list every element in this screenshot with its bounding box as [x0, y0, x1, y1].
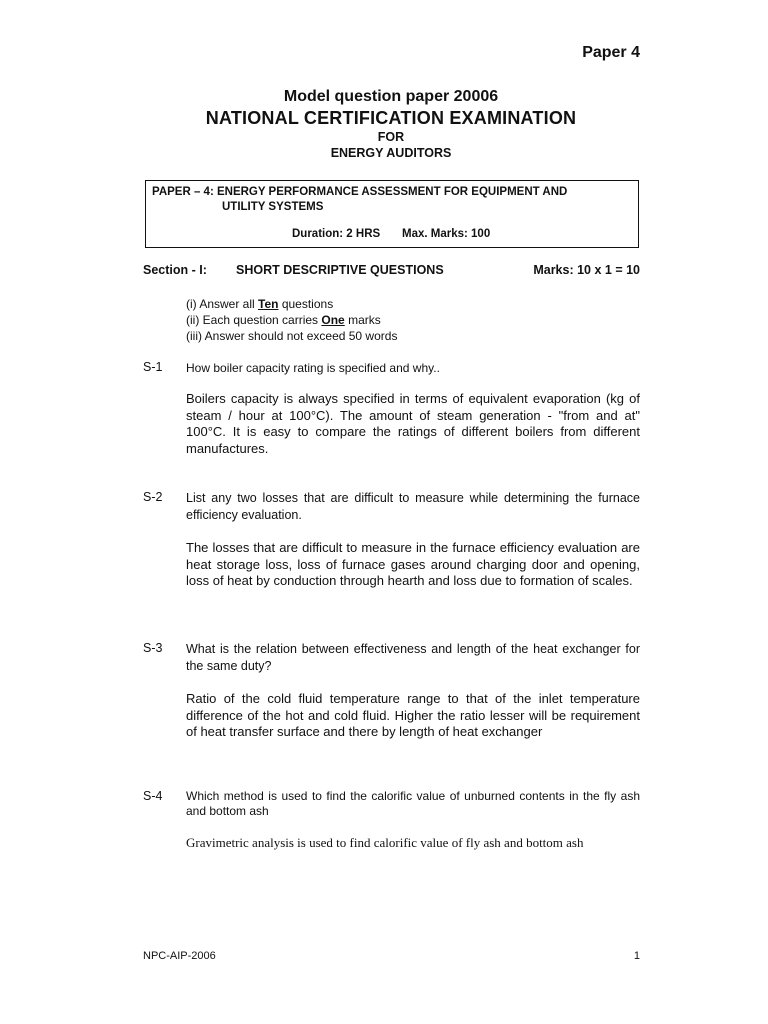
section-marks: Marks: 10 x 1 = 10 [533, 263, 640, 277]
page-number: 1 [633, 950, 640, 962]
paper-title-line1: PAPER – 4: ENERGY PERFORMANCE ASSESSMENT FOR EQUIPMENT AND [152, 186, 568, 198]
for-label: FOR [377, 130, 405, 144]
instruction-ii [186, 313, 381, 327]
question-label: S-4 [143, 789, 163, 803]
instruction-ii-suffix: marks [344, 313, 381, 327]
instruction-iii: (iii) Answer should not exceed 50 words [186, 329, 398, 343]
instruction-i [186, 297, 333, 311]
exam-subtitle: Model question paper 20006 [283, 88, 499, 105]
exam-title: NATIONAL CERTIFICATION EXAMINATION [205, 108, 577, 128]
audience-label: ENERGY AUDITORS [330, 146, 452, 160]
paper-info-box [145, 180, 639, 248]
instruction-i-prefix: (i) Answer all [186, 297, 259, 311]
question-text: How boiler capacity rating is specified and why.. [186, 361, 440, 375]
question-text: Which method is used to find the calorific value of unburned contents in the fly ash and bottom ash [186, 789, 640, 818]
question-label: S-1 [143, 360, 163, 374]
answer-text: Boilers capacity is always specified in terms of equivalent evaporation (kg of steam / hour at 100°C). The amount of steam generation - "from and at" 100°C. It is easy to compare the ratings of different boilers from different manufactures. [186, 391, 640, 456]
instruction-ii-bold: One [321, 313, 345, 327]
max-marks: Max. Marks: 100 [402, 228, 491, 240]
footer-code: NPC-AIP-2006 [143, 950, 216, 962]
instruction-i-bold: Ten [258, 297, 279, 311]
instruction-ii-prefix: (ii) Each question carries [186, 313, 322, 327]
paper-label: Paper 4 [582, 44, 640, 61]
question-label: S-2 [143, 490, 163, 504]
section-title: SHORT DESCRIPTIVE QUESTIONS [236, 263, 444, 277]
paper-title-line2: UTILITY SYSTEMS [222, 201, 324, 213]
answer-text: The losses that are difficult to measure in the furnace efficiency evaluation are heat storage loss, loss of furnace gases around charging door and opening, loss of heat by conduction through hearth and loss due to formation of scales. [186, 540, 640, 588]
duration: Duration: 2 HRS [292, 228, 381, 240]
section-label: Section - I: [143, 263, 207, 277]
instruction-i-suffix: questions [278, 297, 334, 311]
question-label: S-3 [143, 641, 163, 655]
answer-text: Gravimetric analysis is used to find calorific value of fly ash and bottom ash [186, 835, 584, 850]
answer-text: Ratio of the cold fluid temperature range to that of the inlet temperature difference of the hot and cold fluid. Higher the ratio lesser will be requirement of heat transfer surface and there by length of heat exchanger [186, 691, 640, 739]
question-text: List any two losses that are difficult to measure while determining the furnace efficiency evaluation. [186, 491, 640, 522]
question-text: What is the relation between effectiveness and length of the heat exchanger for the same duty? [186, 642, 640, 673]
